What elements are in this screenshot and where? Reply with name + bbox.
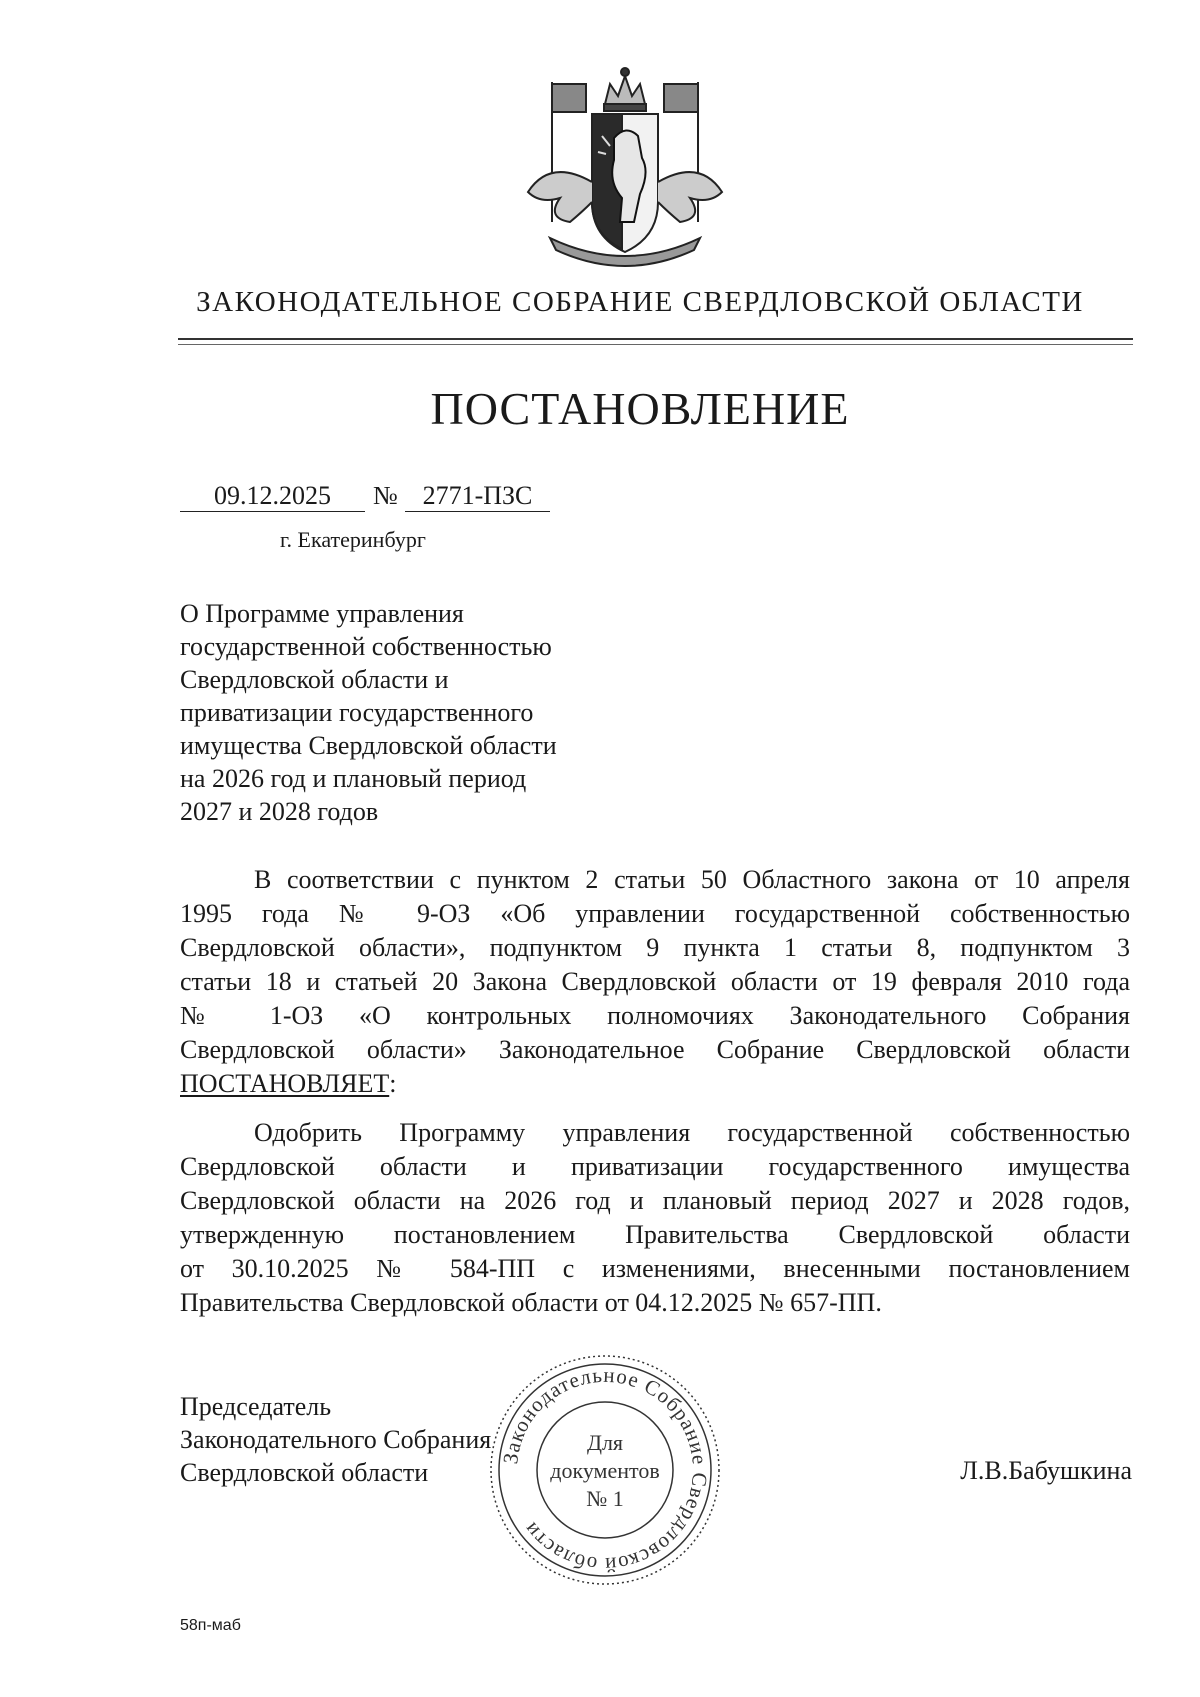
seal-center-line: Для xyxy=(586,1430,624,1455)
seal-center-line: документов xyxy=(550,1458,660,1483)
decree-line xyxy=(180,1067,1130,1101)
document-city: г. Екатеринбург xyxy=(280,527,426,552)
seal-ring-text: Законодательное Собрание Свердловской области xyxy=(498,1362,713,1578)
title-line: государственной собственностью xyxy=(180,632,552,661)
document-date: 09.12.2025 xyxy=(180,481,365,512)
body-line: Свердловской области на 2026 год и плановый период 2027 и 2028 годов, xyxy=(180,1186,1130,1215)
footer-code: 58п-маб xyxy=(180,1617,241,1634)
document-body xyxy=(180,863,1130,1320)
official-seal xyxy=(485,1350,725,1590)
header-divider xyxy=(178,338,1133,340)
body-line: В соответствии с пунктом 2 статьи 50 Областного закона от 10 апреля xyxy=(254,865,1130,894)
organization-name: ЗАКОНОДАТЕЛЬНОЕ СОБРАНИЕ СВЕРДЛОВСКОЙ ОБЛАСТИ xyxy=(196,286,1084,318)
paragraph-decision xyxy=(180,1116,1130,1320)
body-line: 1995 года № 9-ОЗ «Об управлении государственной собственностью xyxy=(180,899,1130,928)
body-line: Свердловской области» Законодательное Собрание Свердловской области xyxy=(180,1035,1130,1064)
signer-name: Л.В.Бабушкина xyxy=(960,1456,1132,1485)
header-divider-thin xyxy=(178,344,1133,345)
decree-word: ПОСТАНОВЛЯЕТ xyxy=(180,1069,390,1098)
document-title xyxy=(180,597,640,828)
body-line: Одобрить Программу управления государственной собственностью xyxy=(254,1118,1130,1147)
signature-line: Законодательного Собрания xyxy=(180,1425,492,1454)
decree-colon: : xyxy=(389,1069,397,1098)
title-line: приватизации государственного xyxy=(180,698,534,727)
number-sign: № xyxy=(373,481,398,510)
signature-position xyxy=(180,1390,491,1489)
title-line: 2027 и 2028 годов xyxy=(180,797,379,826)
signature-line: Председатель xyxy=(180,1392,332,1421)
title-line: О Программе управления xyxy=(180,599,464,628)
document-number: 2771-ПЗС xyxy=(405,481,550,512)
document-type: ПОСТАНОВЛЕНИЕ xyxy=(430,383,850,434)
body-line: № 1-ОЗ «О контрольных полномочиях Законодательного Собрания xyxy=(180,1001,1130,1030)
title-line: на 2026 год и плановый период xyxy=(180,764,527,793)
body-line: Свердловской области и приватизации государственного имущества xyxy=(180,1152,1130,1181)
body-line: Свердловской области», подпунктом 9 пункта 1 статьи 8, подпунктом 3 xyxy=(180,933,1130,962)
body-line: статьи 18 и статьей 20 Закона Свердловской области от 19 февраля 2010 года xyxy=(180,967,1130,996)
signature-line: Свердловской области xyxy=(180,1458,429,1487)
seal-center-line: № 1 xyxy=(586,1486,624,1511)
title-line: Свердловской области и xyxy=(180,665,449,694)
body-line: Правительства Свердловской области от 04.12.2025 № 657-ПП. xyxy=(180,1288,882,1317)
body-line: от 30.10.2025 № 584-ПП с изменениями, внесенными постановлением xyxy=(180,1254,1130,1283)
coat-of-arms-icon xyxy=(510,62,740,274)
paragraph-preamble xyxy=(180,863,1130,1101)
body-line: утвержденную постановлением Правительства Свердловской области xyxy=(180,1220,1130,1249)
title-line: имущества Свердловской области xyxy=(180,731,557,760)
